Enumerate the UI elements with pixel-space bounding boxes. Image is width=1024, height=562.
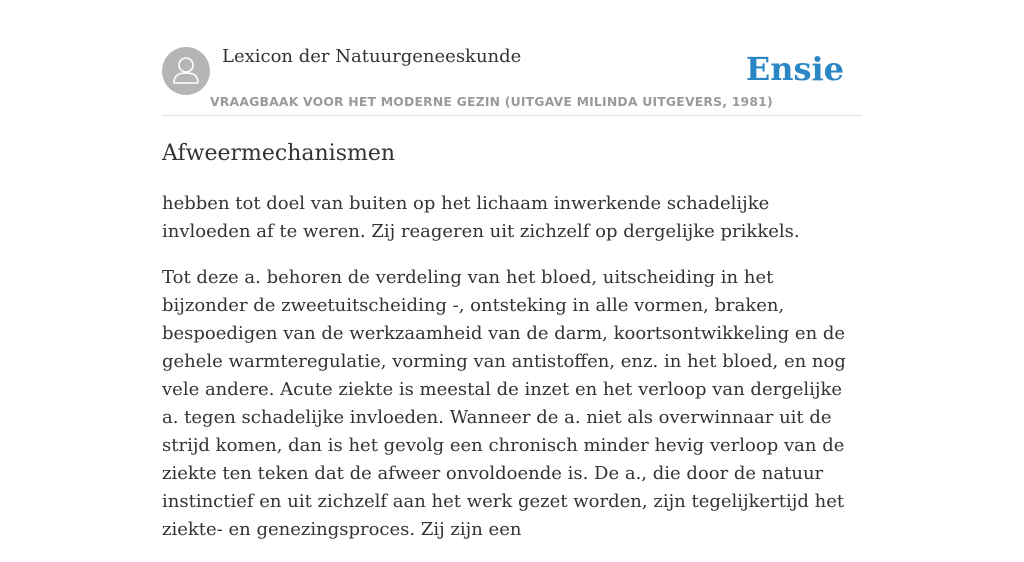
article: [162, 138, 862, 562]
lexicon-title-link[interactable]: Lexicon der Natuurgeneeskunde: [222, 46, 522, 67]
brand-logo[interactable]: Ensie: [745, 50, 844, 88]
user-silhouette-icon: [162, 47, 210, 95]
avatar[interactable]: [162, 47, 210, 95]
article-paragraph: hebben tot doel van buiten op het lichaam inwerkende schadelijke invloeden af te weren. Zij reageren uit zichzelf op dergelijke prikkels.: [162, 193, 800, 242]
header: [162, 0, 862, 116]
lexicon-subtitle: VRAAGBAAK VOOR HET MODERNE GEZIN (UITGAVE MILINDA UITGEVERS, 1981): [210, 94, 773, 109]
article-paragraph: Tot deze a. behoren de verdeling van het bloed, uitscheiding in het bijzonder de zweetuitscheiding -, ontsteking in alle vormen, braken, bespoedigen van de werkzaamheid van de darm, koortsontwikkeling en de gehele warmteregulatie, vorming van antistoffen, enz. in het bloed, en nog vele andere. Acute ziekte is meestal de inzet en het verloop van dergelijke a. tegen schadelijke invloeden. Wanneer de a. niet als overwinnaar uit de strijd komen, dan is het gevolg een chronisch minder hevig verloop van de ziekte ten teken dat de afweer onvoldoende is. De a., die door de natuur instinctief en uit zichzelf aan het werk gezet worden, zijn tegelijkertijd het ziekte- en genezingsproces. Zij zijn een: [162, 267, 846, 540]
article-title: Afweermechanismen: [162, 141, 396, 166]
